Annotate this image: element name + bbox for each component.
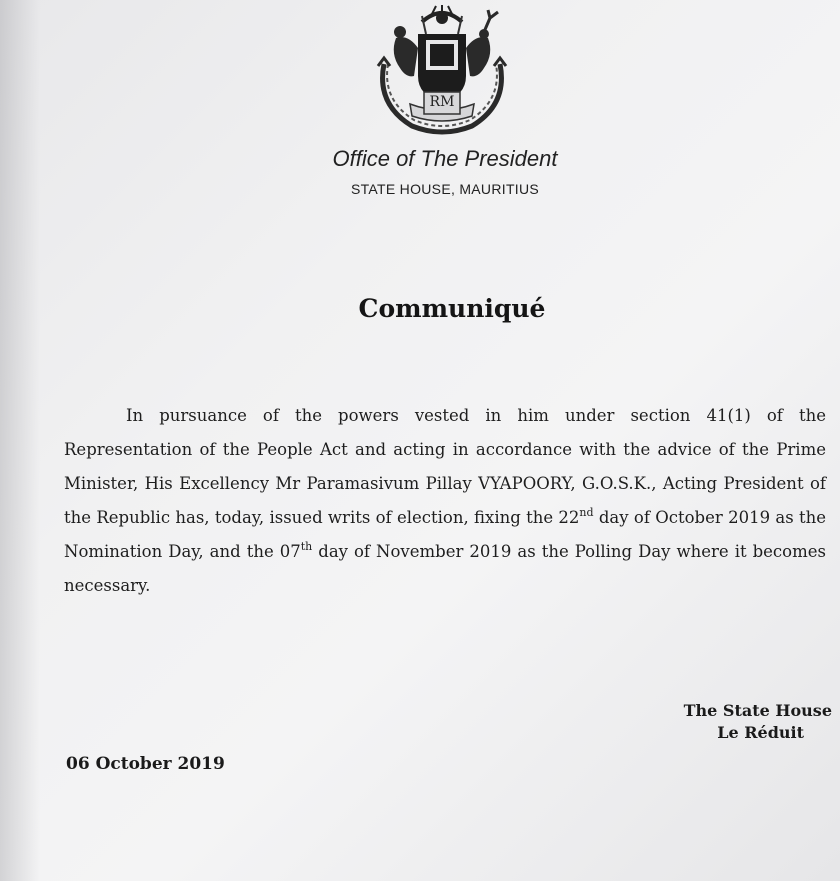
seal-monogram: RM	[429, 94, 455, 110]
ordinal-suffix-polling: th	[300, 539, 313, 553]
body-text-part2: day of October 2019 as the Nomination Day, and the 07	[64, 507, 826, 561]
coat-of-arms-seal	[366, 4, 518, 136]
document-date: 06 October 2019	[66, 754, 225, 774]
signoff-line-state-house: The State House	[683, 701, 832, 720]
signoff-block	[684, 700, 832, 744]
communique-body	[64, 399, 826, 603]
body-text-part1: In pursuance of the powers vested in him under section 41(1) of the Representation of the People Act and acting in accordance with the advice of the Prime Minister, His Excellency Mr Paramasivum Pillay VYAPOORY, G.O.S.K., Acting President of the Republic has, today, issued writs of election, fixing the 22	[64, 405, 826, 527]
page-shadow	[0, 0, 40, 881]
office-title: Office of The President	[332, 146, 558, 171]
body-text-part3: day of November 2019 as the Polling Day where it becomes necessary.	[64, 541, 826, 595]
signoff-line-reduit: Le Réduit	[717, 723, 804, 742]
ordinal-suffix-nomination: nd	[579, 505, 594, 519]
office-address: STATE HOUSE, MAURITIUS	[350, 181, 540, 197]
document-title: Communiqué	[358, 294, 546, 323]
